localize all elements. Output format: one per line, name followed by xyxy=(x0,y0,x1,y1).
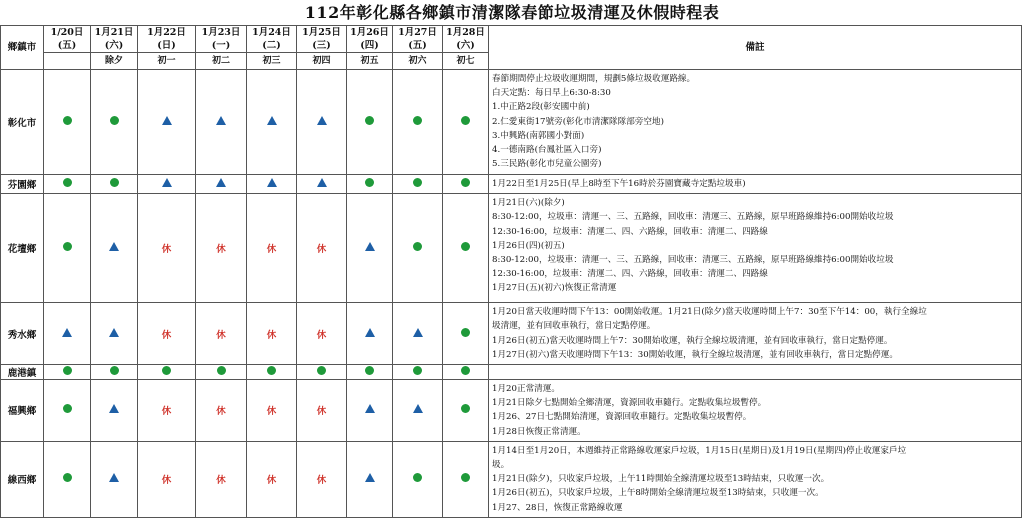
schedule-cell xyxy=(443,365,489,380)
schedule-cell xyxy=(138,303,196,365)
schedule-cell xyxy=(297,303,347,365)
notes-column-header: 備註 xyxy=(489,26,1022,70)
blue-triangle-icon xyxy=(216,178,226,187)
note-line: 8:30-12:00，垃圾車：清運一、三、五路線，回收車：清運三、五路線，原早班路線維持6:00開始收垃圾 xyxy=(492,212,894,223)
note-line: 1月14日至1月20日，本週維持正常路線收運家戶垃圾，1月15日(星期日)及1月19日(星期四)停止收運家戶垃 xyxy=(492,445,907,456)
schedule-cell xyxy=(196,441,247,517)
schedule-cell xyxy=(393,380,443,442)
notes-cell xyxy=(489,194,1022,303)
note-line: 5.三民路(彰化市兒童公園旁) xyxy=(492,159,602,170)
rest-day-label: 休 xyxy=(316,244,327,256)
rest-day-label: 休 xyxy=(266,244,277,256)
note-line: 1月26日(初五)，只收家戶垃圾，上午8時開始全線清運垃圾至13時結束，只收運一次。 xyxy=(492,488,824,499)
town-name: 芬園鄉 xyxy=(1,175,44,194)
table-row xyxy=(1,175,1022,194)
lunar-day-label: 初五 xyxy=(347,53,393,70)
schedule-table xyxy=(0,25,1022,518)
date-header: 1月24日 (二) xyxy=(247,26,297,53)
green-circle-icon xyxy=(413,366,422,375)
blue-triangle-icon xyxy=(109,404,119,413)
rest-day-label: 休 xyxy=(266,406,277,418)
schedule-cell xyxy=(196,380,247,442)
blue-triangle-icon xyxy=(317,116,327,125)
date-header: 1月26日 (四) xyxy=(347,26,393,53)
schedule-cell xyxy=(247,70,297,175)
schedule-cell xyxy=(138,70,196,175)
table-row xyxy=(1,380,1022,442)
schedule-cell xyxy=(247,380,297,442)
schedule-cell xyxy=(393,441,443,517)
date-header: 1月28日 (六) xyxy=(443,26,489,53)
rest-day-label: 休 xyxy=(316,329,327,341)
schedule-cell xyxy=(393,194,443,303)
green-circle-icon xyxy=(267,366,276,375)
blue-triangle-icon xyxy=(267,178,277,187)
note-line: 4.一德南路(台鳳社區入口旁) xyxy=(492,145,602,156)
date-header: 1月25日 (三) xyxy=(297,26,347,53)
green-circle-icon xyxy=(63,404,72,413)
schedule-cell xyxy=(44,441,91,517)
schedule-cell xyxy=(247,194,297,303)
schedule-cell xyxy=(91,194,138,303)
blue-triangle-icon xyxy=(365,242,375,251)
schedule-cell xyxy=(196,194,247,303)
notes-cell xyxy=(489,380,1022,442)
green-circle-icon xyxy=(461,116,470,125)
note-line: 1月21日(除夕)，只收家戶垃圾，上午11時開始全線清運垃圾至13時結束，只收運一次。 xyxy=(492,474,830,485)
schedule-cell xyxy=(297,380,347,442)
lunar-day-label: 初七 xyxy=(443,53,489,70)
schedule-cell xyxy=(91,441,138,517)
note-line: 1月26日(四)(初五) xyxy=(492,240,565,251)
town-name: 鹿港鎮 xyxy=(1,365,44,380)
schedule-cell xyxy=(196,70,247,175)
schedule-cell xyxy=(393,365,443,380)
note-line: 1月27日(五)(初六)恢復正常清運 xyxy=(492,283,617,294)
green-circle-icon xyxy=(461,366,470,375)
rest-day-label: 休 xyxy=(316,475,327,487)
schedule-cell xyxy=(44,365,91,380)
date-header: 1/20日 (五) xyxy=(44,26,91,53)
header-row-dates xyxy=(1,26,1022,53)
schedule-cell xyxy=(347,175,393,194)
schedule-cell xyxy=(91,303,138,365)
town-name: 彰化市 xyxy=(1,70,44,175)
schedule-cell xyxy=(44,194,91,303)
note-line: 1月26日(初五)當天收運時間上午7：30開始收運，執行全線垃圾清運，並有回收車執行，當日定點停運。 xyxy=(492,335,893,346)
blue-triangle-icon xyxy=(317,178,327,187)
note-line: 12:30-16:00，垃圾車：清運二、四、六路線，回收車：清運二、四路線 xyxy=(492,269,768,280)
green-circle-icon xyxy=(365,178,374,187)
blue-triangle-icon xyxy=(267,116,277,125)
lunar-day-label: 除夕 xyxy=(91,53,138,70)
rest-day-label: 休 xyxy=(316,406,327,418)
blue-triangle-icon xyxy=(365,404,375,413)
rest-day-label: 休 xyxy=(161,406,172,418)
green-circle-icon xyxy=(110,366,119,375)
green-circle-icon xyxy=(365,116,374,125)
green-circle-icon xyxy=(461,178,470,187)
schedule-cell xyxy=(443,194,489,303)
schedule-cell xyxy=(247,441,297,517)
note-line: 1月26、27日七點開始清運，資源回收車隨行。定點收集垃圾暫停。 xyxy=(492,412,752,423)
date-header: 1月27日 (五) xyxy=(393,26,443,53)
schedule-cell xyxy=(393,303,443,365)
schedule-cell xyxy=(443,70,489,175)
rest-day-label: 休 xyxy=(266,329,277,341)
schedule-cell xyxy=(44,70,91,175)
note-line: 1月21日(六)(除夕) xyxy=(492,198,565,209)
schedule-cell xyxy=(443,441,489,517)
schedule-cell xyxy=(196,175,247,194)
note-line: 2.仁愛東街17號旁(彰化市清潔隊隊部旁空地) xyxy=(492,116,664,127)
town-name: 線西鄉 xyxy=(1,441,44,517)
blue-triangle-icon xyxy=(109,242,119,251)
table-row xyxy=(1,70,1022,175)
green-circle-icon xyxy=(461,404,470,413)
notes-cell xyxy=(489,441,1022,517)
schedule-cell xyxy=(297,365,347,380)
schedule-cell xyxy=(138,441,196,517)
schedule-cell xyxy=(138,365,196,380)
green-circle-icon xyxy=(63,242,72,251)
note-line: 1月27、28日，恢復正常路線收運 xyxy=(492,502,623,513)
schedule-cell xyxy=(247,175,297,194)
schedule-cell xyxy=(393,175,443,194)
table-row xyxy=(1,441,1022,517)
lunar-day-label xyxy=(44,53,91,70)
note-line: 白天定點：每日早上6:30-8:30 xyxy=(492,88,611,99)
table-row xyxy=(1,365,1022,380)
green-circle-icon xyxy=(162,366,171,375)
green-circle-icon xyxy=(461,328,470,337)
town-column-header: 鄉鎮市 xyxy=(1,26,44,70)
schedule-cell xyxy=(347,380,393,442)
rest-day-label: 休 xyxy=(216,406,226,418)
notes-cell xyxy=(489,175,1022,194)
schedule-cell xyxy=(443,380,489,442)
schedule-cell xyxy=(443,303,489,365)
rest-day-label: 休 xyxy=(161,244,172,256)
schedule-cell xyxy=(347,365,393,380)
blue-triangle-icon xyxy=(413,404,423,413)
schedule-cell xyxy=(393,70,443,175)
schedule-cell xyxy=(297,441,347,517)
note-line: 12:30-16:00，垃圾車：清運二、四、六路線，回收車：清運二、四路線 xyxy=(492,226,768,237)
table-row xyxy=(1,194,1022,303)
date-header: 1月21日 (六) xyxy=(91,26,138,53)
green-circle-icon xyxy=(317,366,326,375)
note-line: 1月28日恢復正常清運。 xyxy=(492,426,586,437)
schedule-cell xyxy=(138,175,196,194)
schedule-cell xyxy=(297,194,347,303)
rest-day-label: 休 xyxy=(216,244,226,256)
schedule-cell xyxy=(443,175,489,194)
date-header: 1月22日 (日) xyxy=(138,26,196,53)
note-line: 1月21日除夕七點開始全鄉清運，資源回收車隨行。定點收集垃圾暫停。 xyxy=(492,398,767,409)
blue-triangle-icon xyxy=(365,328,375,337)
green-circle-icon xyxy=(63,116,72,125)
schedule-cell xyxy=(138,194,196,303)
green-circle-icon xyxy=(110,116,119,125)
schedule-cell xyxy=(297,175,347,194)
rest-day-label: 休 xyxy=(216,475,226,487)
note-line: 圾。 xyxy=(492,460,510,471)
lunar-day-label: 初四 xyxy=(297,53,347,70)
note-line: 1月20日當天收運時間下午13：00開始收運。1月21日(除夕)當天收運時間上午7：30至下午14：00，執行全線垃 xyxy=(492,307,927,318)
notes-cell xyxy=(489,303,1022,365)
schedule-cell xyxy=(247,365,297,380)
green-circle-icon xyxy=(110,178,119,187)
lunar-day-label: 初一 xyxy=(138,53,196,70)
green-circle-icon xyxy=(365,366,374,375)
town-name: 福興鄉 xyxy=(1,380,44,442)
schedule-cell xyxy=(347,70,393,175)
schedule-cell xyxy=(44,175,91,194)
schedule-cell xyxy=(347,194,393,303)
blue-triangle-icon xyxy=(62,328,72,337)
schedule-cell xyxy=(247,303,297,365)
blue-triangle-icon xyxy=(216,116,226,125)
green-circle-icon xyxy=(461,242,470,251)
rest-day-label: 休 xyxy=(216,329,226,341)
town-name: 花壇鄉 xyxy=(1,194,44,303)
town-name: 秀水鄉 xyxy=(1,303,44,365)
blue-triangle-icon xyxy=(413,328,423,337)
blue-triangle-icon xyxy=(109,328,119,337)
lunar-day-label: 初二 xyxy=(196,53,247,70)
rest-day-label: 休 xyxy=(161,475,172,487)
lunar-day-label: 初六 xyxy=(393,53,443,70)
green-circle-icon xyxy=(217,366,226,375)
rest-day-label: 休 xyxy=(266,475,277,487)
schedule-cell xyxy=(347,303,393,365)
note-line: 1月20正常清運。 xyxy=(492,384,560,395)
table-row xyxy=(1,303,1022,365)
green-circle-icon xyxy=(413,116,422,125)
note-line: 圾清運，並有回收車執行，當日定點停運。 xyxy=(492,321,656,332)
page-title: 112年彰化縣各鄉鎮市清潔隊春節垃圾清運及休假時程表 xyxy=(304,3,720,22)
lunar-day-label: 初三 xyxy=(247,53,297,70)
schedule-cell xyxy=(91,365,138,380)
blue-triangle-icon xyxy=(162,116,172,125)
schedule-cell xyxy=(347,441,393,517)
table-body xyxy=(1,70,1022,518)
schedule-cell xyxy=(138,380,196,442)
schedule-cell xyxy=(196,303,247,365)
note-line: 1月22日至1月25日(早上8時至下午16時於芬園寶藏寺定點垃圾車) xyxy=(492,179,746,189)
note-line: 1.中正路2段(彰安國中前) xyxy=(492,102,590,113)
notes-cell xyxy=(489,70,1022,175)
note-line: 春節期間停止垃圾收運期間，規劃5條垃圾收運路線。 xyxy=(492,74,696,84)
schedule-cell xyxy=(91,380,138,442)
schedule-cell xyxy=(196,365,247,380)
rest-day-label: 休 xyxy=(161,329,172,341)
notes-cell xyxy=(489,365,1022,380)
date-header: 1月23日 (一) xyxy=(196,26,247,53)
note-line: 8:30-12:00，垃圾車：清運一、三、五路線，回收車：清運三、五路線，原早班路線維持6:00開始收垃圾 xyxy=(492,255,894,266)
schedule-cell xyxy=(44,380,91,442)
schedule-cell xyxy=(91,70,138,175)
note-line: 1月27日(初六)當天收運時間下午13：30開始收運，執行全線垃圾清運，並有回收車執行，當日定點停運。 xyxy=(492,349,898,360)
green-circle-icon xyxy=(63,366,72,375)
green-circle-icon xyxy=(63,178,72,187)
schedule-cell xyxy=(44,303,91,365)
schedule-cell xyxy=(297,70,347,175)
note-line: 3.中興路(南郭國小對面) xyxy=(492,130,585,141)
blue-triangle-icon xyxy=(162,178,172,187)
green-circle-icon xyxy=(413,178,422,187)
green-circle-icon xyxy=(413,242,422,251)
schedule-cell xyxy=(91,175,138,194)
